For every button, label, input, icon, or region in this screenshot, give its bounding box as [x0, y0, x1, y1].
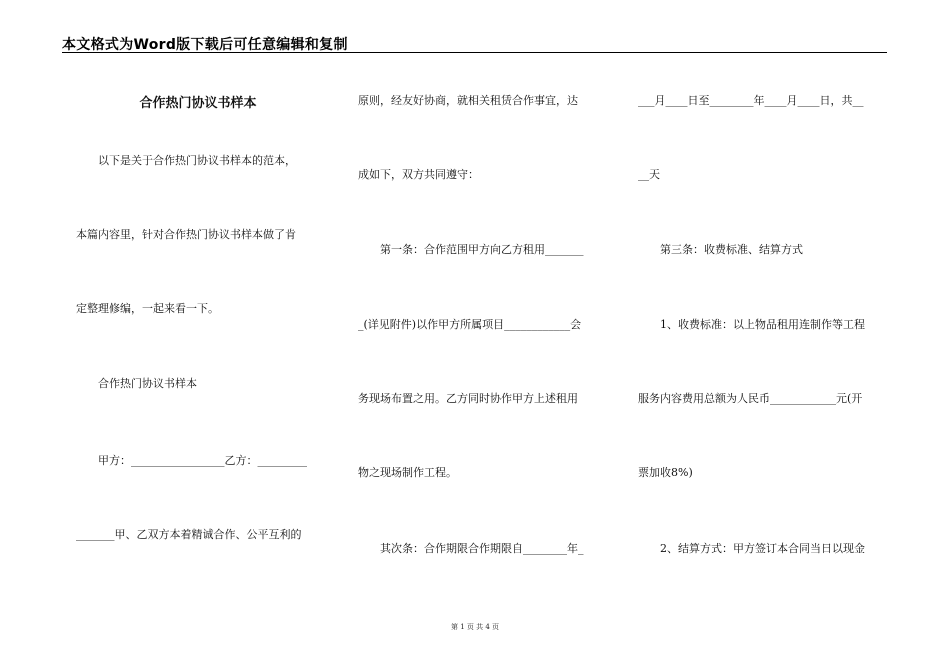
paragraph-line: 票加收8%) — [638, 466, 693, 479]
article-1-line: 第一条：合作范围甲方向乙方租用_______ — [358, 243, 584, 256]
document-header-banner: 本文格式为Word版下载后可任意编辑和复制 — [62, 37, 348, 53]
document-title: 合作热门协议书样本 — [139, 96, 257, 111]
article-3-heading: 第三条：收费标准、结算方式 — [638, 243, 803, 256]
page-number-footer: 第 1 页 共 4 页 — [450, 623, 500, 631]
paragraph-line: 1、收费标准：以上物品租用连制作等工程 — [638, 318, 865, 331]
paragraph-line: 2、结算方式：甲方签订本合同当日以现金 — [638, 542, 865, 555]
paragraph-line: 定整理修编，一起来看一下。 — [76, 302, 219, 315]
paragraph-line: 以下是关于合作热门协议书样本的范本， — [76, 154, 296, 167]
paragraph-line: _(详见附件)以作甲方所属项目____________会 — [358, 318, 582, 331]
paragraph-line: 务现场布置之用。乙方同时协作甲方上述租用 — [358, 392, 578, 405]
paragraph-line: 原则，经友好协商，就相关租赁合作事宜，达 — [358, 94, 578, 107]
paragraph-line: __天 — [638, 168, 660, 181]
paragraph-line: _______甲、乙双方本着精诚合作、公平互利的 — [76, 528, 302, 541]
article-2-line: 其次条：合作期限合作期限自________年_ — [358, 542, 584, 555]
section-heading: 合作热门协议书样本 — [76, 377, 197, 390]
header-divider — [62, 52, 887, 53]
paragraph-line: 本篇内容里，针对合作热门协议书样本做了肯 — [76, 228, 296, 241]
paragraph-line: 服务内容费用总额为人民币____________元(开 — [638, 392, 863, 405]
paragraph-line: ___月____日至________年____月____日，共__ — [638, 94, 864, 107]
party-line: 甲方：_________________乙方：_________ — [76, 454, 307, 467]
paragraph-line: 物之现场制作工程。 — [358, 466, 457, 479]
paragraph-line: 成如下，双方共同遵守： — [358, 168, 479, 181]
